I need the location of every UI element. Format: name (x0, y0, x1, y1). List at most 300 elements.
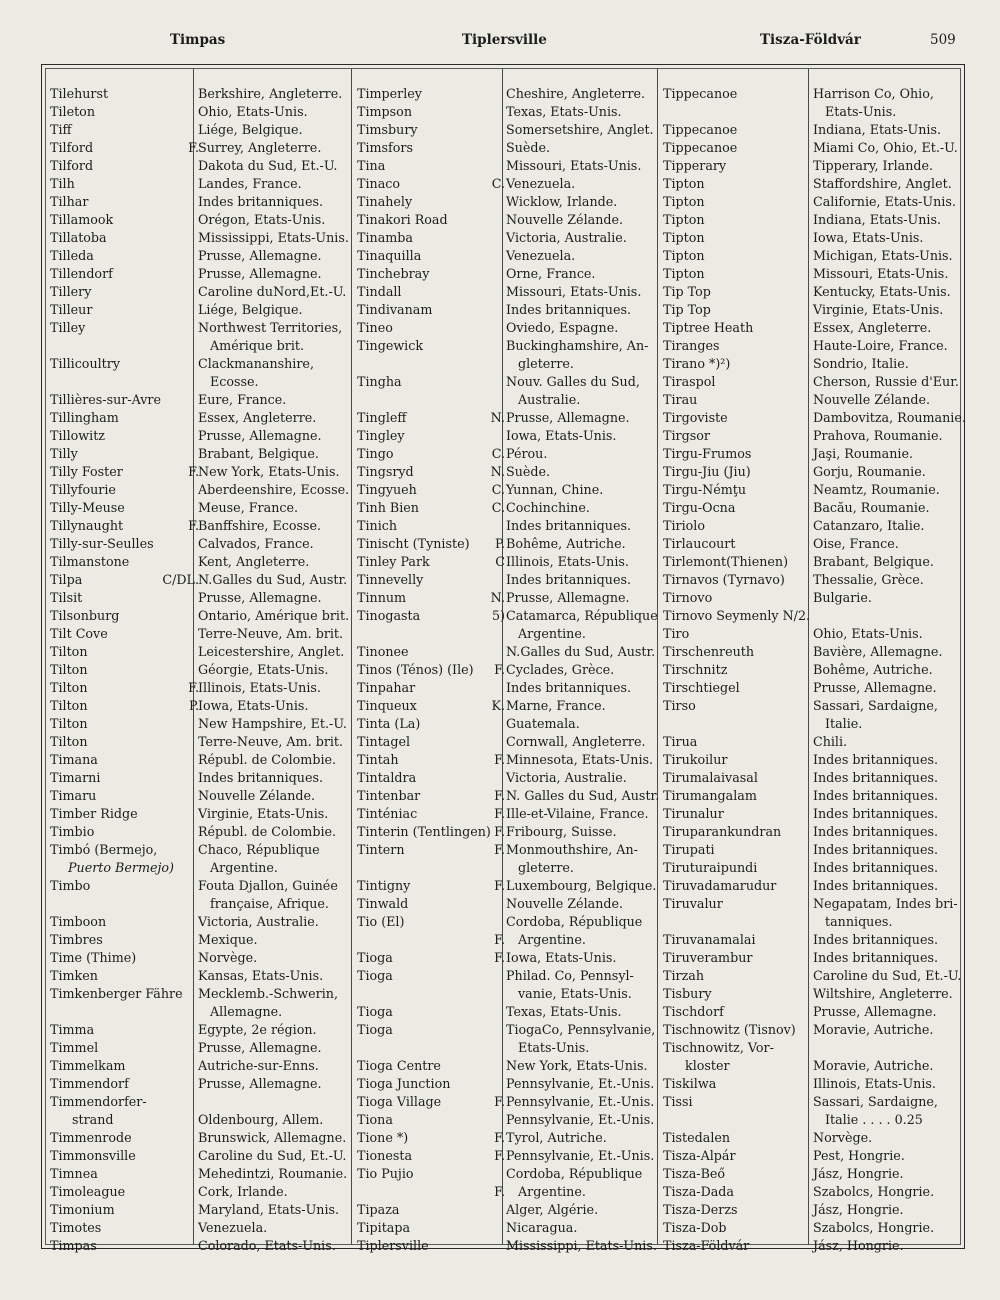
entry-code: F. (494, 1148, 505, 1163)
entry-name: Tirgu-Némţu (663, 482, 747, 497)
entry-name: Tiriolo (663, 518, 705, 533)
entry-name: Tiruparankundran (663, 824, 782, 839)
entry-location-continued: gleterre. (518, 356, 574, 371)
entry-location: Indes britanniques. (506, 518, 632, 533)
entry-name: Timnea (50, 1166, 98, 1181)
entry-location: Venezuela. (198, 1220, 268, 1235)
entry-name: Tio (El) (357, 914, 405, 929)
entry-location: Guatemala. (506, 716, 580, 731)
entry-name: Tirgu-Ocna (663, 500, 736, 515)
entry-name: Tingley (357, 428, 405, 443)
entry-name: Tinley Park (357, 554, 430, 569)
entry-location: Miami Co, Ohio, Et.-U. (813, 140, 958, 155)
entry-name: Timbio (50, 824, 95, 839)
entry-location: Norvège. (198, 950, 258, 965)
entry-name: Tilton (50, 680, 88, 695)
entry-code: F. (188, 464, 199, 479)
entry-code: F. (188, 680, 199, 695)
entry-location: Jász, Hongrie. (813, 1238, 904, 1253)
entry-name: Timmenrode (50, 1130, 132, 1145)
page-number: 509 (930, 32, 956, 48)
entry-location: Moravie, Autriche. (813, 1058, 934, 1073)
entry-code: F. (494, 932, 505, 947)
entry-name: Tingyueh (357, 482, 417, 497)
entry-name: Tisbury (663, 986, 712, 1001)
entry-location: Terre-Neuve, Am. brit. (198, 734, 344, 749)
entry-location: Szabolcs, Hongrie. (813, 1220, 935, 1235)
entry-location: Prusse, Allemagne. (198, 266, 322, 281)
entry-name: Tiruvanamalai (663, 932, 756, 947)
entry-name: Tilehurst (50, 86, 109, 101)
entry-code: F. (494, 824, 505, 839)
entry-name: Tipton (663, 230, 705, 245)
entry-location: Moravie, Autriche. (813, 1022, 934, 1037)
entry-location: Indes britanniques. (506, 572, 632, 587)
entry-name: Timmendorfer- (50, 1094, 147, 1109)
entry-location-continued: tanniques. (825, 914, 893, 929)
entry-location: Bulgarie. (813, 590, 872, 605)
entry-name: Tirgu-Frumos (663, 446, 752, 461)
entry-location: Eure, France. (198, 392, 287, 407)
entry-name: Tilly-sur-Seulles (50, 536, 154, 551)
entry-location: Texas, Etats-Unis. (506, 1004, 622, 1019)
entry-location: Pérou. (506, 446, 548, 461)
entry-name: Tiskilwa (663, 1076, 717, 1091)
entry-location: Victoria, Australie. (198, 914, 319, 929)
entry-location: Pennsylvanie, Et.-Unis. (506, 1076, 655, 1091)
entry-location: Philad. Co, Pennsyl- (506, 968, 634, 983)
entry-location: Mississippi, Etats-Unis. (506, 1238, 657, 1253)
entry-name: Tisza-Alpár (663, 1148, 736, 1163)
entry-location: Prusse, Allemagne. (198, 428, 322, 443)
entry-name: Timpas (50, 1238, 97, 1253)
entry-name: Tiplersville (357, 1238, 429, 1253)
entry-code: C. (491, 500, 505, 515)
entry-location: Jaşi, Roumanie. (813, 446, 914, 461)
entry-location-continued: Etats-Unis. (518, 1040, 590, 1055)
entry-name: Tirzah (663, 968, 705, 983)
entry-name: Tingleff (357, 410, 407, 425)
entry-name: Tilton (50, 662, 88, 677)
entry-name: Tilton (50, 698, 88, 713)
entry-code: C. (491, 482, 505, 497)
entry-location: Républ. de Colombie. (198, 824, 337, 839)
entry-name: Time (Thime) (50, 950, 137, 965)
entry-name-continued: Puerto Bermejo) (68, 860, 175, 875)
entry-name: Tinamba (357, 230, 413, 245)
entry-location: Iowa, Etats-Unis. (198, 698, 309, 713)
entry-name: Tiptree Heath (663, 320, 754, 335)
entry-name: Tione *) (357, 1130, 409, 1145)
entry-name: Tistedalen (663, 1130, 731, 1145)
entry-location: Prusse, Allemagne. (813, 680, 937, 695)
entry-name: Tirgsor (663, 428, 710, 443)
entry-location: Somersetshire, Anglet. (506, 122, 654, 137)
entry-location: Indes britanniques. (813, 770, 939, 785)
entry-location: Bohême, Autriche. (506, 536, 626, 551)
entry-location: Sassari, Sardaigne, (813, 1094, 938, 1109)
entry-location: Indes britanniques. (813, 788, 939, 803)
entry-name: Tilford (50, 140, 94, 155)
entry-location: Negapatam, Indes bri- (813, 896, 958, 911)
entry-location: Venezuela. (506, 176, 576, 191)
entry-name: Tipton (663, 212, 705, 227)
entry-location: Chili. (813, 734, 848, 749)
entry-name: Tintagel (357, 734, 411, 749)
entry-location: Yunnan, Chine. (506, 482, 604, 497)
entry-location: Illinois, Etats-Unis. (198, 680, 321, 695)
entry-location: Prusse, Allemagne. (506, 410, 630, 425)
entry-location: Cochinchine. (506, 500, 590, 515)
entry-name: Tirunalur (663, 806, 724, 821)
entry-name: Tioga (357, 1022, 393, 1037)
header-right-word: Tisza-Földvár (760, 32, 861, 48)
entry-location: Indes britanniques. (506, 302, 632, 317)
entry-location: Cordoba, République (506, 1166, 643, 1181)
entry-code: N. (490, 410, 505, 425)
entry-name: Tirnavos (Tyrnavo) (663, 572, 785, 587)
entry-name: Tintenbar (357, 788, 421, 803)
entry-name: Tilton (50, 734, 88, 749)
entry-location: Nouvelle Zélande. (198, 788, 316, 803)
entry-code: F. (494, 1184, 505, 1199)
entry-location: Prusse, Allemagne. (198, 1076, 322, 1091)
entry-name: Tirukoilur (663, 752, 728, 767)
entry-location: Tyrol, Autriche. (506, 1130, 607, 1145)
entry-name: Tillowitz (50, 428, 105, 443)
entry-name: Tileton (50, 104, 95, 119)
entry-name: Timoleague (50, 1184, 126, 1199)
entry-location: Prusse, Allemagne. (198, 590, 322, 605)
entry-name: Tipperary (663, 158, 727, 173)
entry-name: Tippecanoe (663, 122, 738, 137)
entry-name: Tirumalaivasal (663, 770, 758, 785)
entry-location: Bacău, Roumanie. (813, 500, 930, 515)
entry-name: Tiro (663, 626, 690, 641)
entry-name: Tilton (50, 716, 88, 731)
entry-name: Tip Top (663, 284, 711, 299)
entry-name: Tilly Foster (50, 464, 123, 479)
entry-name: Tilton (50, 644, 88, 659)
entry-name: Tillendorf (50, 266, 113, 281)
entry-name: Tionesta (357, 1148, 413, 1163)
entry-name: Timarni (50, 770, 101, 785)
entry-name: Tindall (357, 284, 402, 299)
entry-name: Timbo (50, 878, 91, 893)
entry-name: Tingha (357, 374, 402, 389)
entry-location: Indes britanniques. (813, 932, 939, 947)
entry-location: Wicklow, Irlande. (506, 194, 618, 209)
entry-code: N. (490, 590, 505, 605)
entry-location: Liége, Belgique. (198, 122, 303, 137)
entry-name: Tirnovo (663, 590, 713, 605)
entry-location: Berkshire, Angleterre. (198, 86, 343, 101)
entry-location: Norvège. (813, 1130, 873, 1145)
entry-location: Pest, Hongrie. (813, 1148, 905, 1163)
entry-code: C (495, 554, 505, 569)
entry-name: Tioga Centre (357, 1058, 441, 1073)
entry-name: Timmendorf (50, 1076, 129, 1091)
entry-location: Autriche-sur-Enns. (198, 1058, 319, 1073)
entry-name: Tilsonburg (50, 608, 120, 623)
entry-name: Tiruvadamarudur (663, 878, 777, 893)
entry-location: Dambovitza, Roumanie. (813, 410, 966, 425)
entry-location: Indes britanniques. (813, 878, 939, 893)
entry-name: Tipton (663, 176, 705, 191)
entry-code: F. (188, 140, 199, 155)
entry-name: Timken (50, 968, 98, 983)
entry-name: Timpson (357, 104, 412, 119)
entry-name: Tilt Cove (50, 626, 108, 641)
entry-location: Gorju, Roumanie. (813, 464, 926, 479)
entry-location: Indes britanniques. (506, 680, 632, 695)
entry-location: N. Galles du Sud, Austr. (506, 788, 660, 803)
entry-name: Timotes (50, 1220, 102, 1235)
entry-location: Dakota du Sud, Et.-U. (198, 158, 338, 173)
entry-location: Indes britanniques. (813, 860, 939, 875)
entry-name: Tioga (357, 950, 393, 965)
column-rule (351, 68, 352, 1245)
entry-name: Timbó (Bermejo, (50, 842, 158, 857)
entry-name: Timmelkam (50, 1058, 126, 1073)
entry-name: Tiff (50, 122, 72, 137)
entry-location-continued: Etats-Unis. (825, 104, 897, 119)
entry-name: Tindivanam (357, 302, 433, 317)
entry-location: Maryland, Etats-Unis. (198, 1202, 340, 1217)
entry-location: Szabolcs, Hongrie. (813, 1184, 935, 1199)
entry-location: Virginie, Etats-Unis. (198, 806, 329, 821)
entry-location: Nouvelle Zélande. (813, 392, 931, 407)
entry-location: Mecklemb.-Schwerin, (198, 986, 338, 1001)
entry-name: Tioga (357, 968, 393, 983)
entry-name: Tingo (357, 446, 394, 461)
entry-location: Ohio, Etats-Unis. (813, 626, 923, 641)
entry-name: Tinpahar (357, 680, 416, 695)
entry-code: F. (188, 518, 199, 533)
entry-name: Tillicoultry (50, 356, 120, 371)
entry-name: Timonium (50, 1202, 115, 1217)
entry-name: Tinahely (357, 194, 413, 209)
entry-name: Tiranges (663, 338, 720, 353)
entry-name: Tillamook (50, 212, 114, 227)
entry-name: Tippecanoe (663, 140, 738, 155)
entry-location: Oise, France. (813, 536, 899, 551)
entry-location: Catamarca, République (506, 608, 658, 623)
entry-name: Tisza-Beő (663, 1166, 726, 1181)
entry-location: Kent, Angleterre. (198, 554, 310, 569)
entry-name: Tioga (357, 1004, 393, 1019)
entry-name: Tineo (357, 320, 393, 335)
entry-location-continued: vanie, Etats-Unis. (518, 986, 632, 1001)
entry-name: kloster (685, 1058, 730, 1073)
entry-location: Républ. de Colombie. (198, 752, 337, 767)
entry-name: Tinnum (357, 590, 407, 605)
entry-name: Tirupati (663, 842, 715, 857)
entry-name: Tinich (357, 518, 398, 533)
entry-name: Tirschtiegel (663, 680, 740, 695)
entry-location: Géorgie, Etats-Unis. (198, 662, 329, 677)
entry-location: New York, Etats-Unis. (506, 1058, 648, 1073)
entry-location: Californie, Etats-Unis. (813, 194, 956, 209)
entry-name: Tischdorf (663, 1004, 724, 1019)
entry-location: Indes britanniques. (813, 842, 939, 857)
entry-location: Ille-et-Vilaine, France. (506, 806, 649, 821)
entry-name: Tirano *)²) (663, 356, 731, 371)
entry-name: Tirau (663, 392, 698, 407)
entry-location: Illinois, Etats-Unis. (506, 554, 629, 569)
entry-code: C/DL. (162, 572, 199, 587)
entry-location-continued: Argentine. (518, 1184, 586, 1199)
entry-name: Tippecanoe (663, 86, 738, 101)
entry-code: N. (490, 464, 505, 479)
entry-name: Tintaldra (357, 770, 417, 785)
column-rule (808, 68, 809, 1245)
entry-name: Tirnovo Seymenly N/2. (663, 608, 811, 623)
entry-location-continued: Allemagne. (210, 1004, 283, 1019)
entry-location: Monmouthshire, An- (506, 842, 638, 857)
entry-location: Prusse, Allemagne. (813, 1004, 937, 1019)
entry-location: Nouvelle Zélande. (506, 896, 624, 911)
entry-code: F. (494, 878, 505, 893)
entry-name: Tillingham (50, 410, 119, 425)
entry-location: Pennsylvanie, Et.-Unis. (506, 1094, 655, 1109)
entry-name: Tiruverambur (663, 950, 753, 965)
entry-name: Tilsit (50, 590, 83, 605)
entry-name: Timana (50, 752, 98, 767)
entry-code: C. (491, 446, 505, 461)
entry-location: Oviedo, Espagne. (506, 320, 619, 335)
entry-location: Brabant, Belgique. (813, 554, 934, 569)
entry-location: Jász, Hongrie. (813, 1166, 904, 1181)
entry-name: Tinchebray (357, 266, 430, 281)
entry-name: Tisza-Dada (663, 1184, 734, 1199)
entry-name: Tilleur (50, 302, 93, 317)
entry-name: Tirlaucourt (663, 536, 736, 551)
entry-name: Tissi (663, 1094, 693, 1109)
entry-location: Venezuela. (506, 248, 576, 263)
entry-name: Tirschnitz (663, 662, 728, 677)
entry-location: Meuse, France. (198, 500, 299, 515)
entry-location: Prusse, Allemagne. (198, 248, 322, 263)
entry-location: Wiltshire, Angleterre. (813, 986, 953, 1001)
entry-name: Tinwald (357, 896, 409, 911)
entry-location: N.Galles du Sud, Austr. (198, 572, 348, 587)
entry-name: Tinqueux (357, 698, 417, 713)
entry-name: Tingewick (357, 338, 424, 353)
entry-name: Tirua (663, 734, 698, 749)
entry-location: Indes britanniques. (198, 194, 324, 209)
entry-name: Tillières-sur-Avre (50, 392, 161, 407)
entry-location: Minnesota, Etats-Unis. (506, 752, 654, 767)
entry-location: Mehedintzi, Roumanie. (198, 1166, 348, 1181)
entry-location: Indes britanniques. (813, 824, 939, 839)
entry-location: Michigan, Etats-Unis. (813, 248, 953, 263)
entry-location-continued: Italie . . . . 0.25 (825, 1112, 923, 1127)
entry-name: Tinta (La) (357, 716, 421, 731)
entry-name: Tiona (357, 1112, 393, 1127)
entry-location: Iowa, Etats-Unis. (506, 950, 617, 965)
header-left-word: Timpas (170, 32, 226, 48)
entry-location: Indiana, Etats-Unis. (813, 212, 942, 227)
entry-name: Tip Top (663, 302, 711, 317)
entry-location: Orégon, Etats-Unis. (198, 212, 326, 227)
entry-name: Tinaquilla (357, 248, 422, 263)
entry-location: Ontario, Amérique brit. (198, 608, 350, 623)
entry-location: Iowa, Etats-Unis. (813, 230, 924, 245)
entry-location: Prusse, Allemagne. (198, 1040, 322, 1055)
entry-name: Tirumangalam (663, 788, 757, 803)
entry-location: Nicaragua. (506, 1220, 578, 1235)
entry-name: Tilford (50, 158, 94, 173)
entry-location: Kansas, Etats-Unis. (198, 968, 324, 983)
entry-location: Luxembourg, Belgique. (506, 878, 657, 893)
entry-location: N.Galles du Sud, Austr. (506, 644, 656, 659)
entry-location: Cornwall, Angleterre. (506, 734, 646, 749)
entry-name: Tinh Bien (357, 500, 419, 515)
entry-name: Tiraspol (663, 374, 716, 389)
entry-location: Alger, Algérie. (506, 1202, 599, 1217)
entry-name: Tingsryd (357, 464, 414, 479)
entry-name: Timaru (50, 788, 97, 803)
entry-location: Cherson, Russie d'Eur. (813, 374, 959, 389)
entry-location: Thessalie, Grèce. (813, 572, 924, 587)
entry-name: Timsfors (357, 140, 413, 155)
entry-name: Tilleda (50, 248, 94, 263)
entry-name: Tinogasta (357, 608, 421, 623)
entry-location: Nouv. Galles du Sud, (506, 374, 640, 389)
entry-location: Caroline du Sud, Et.-U. (813, 968, 962, 983)
entry-location: Essex, Angleterre. (198, 410, 317, 425)
entry-name: Tillynaught (50, 518, 124, 533)
entry-code: F. (494, 1094, 505, 1109)
entry-code: F. (494, 752, 505, 767)
entry-location: Colorado, Etats-Unis. (198, 1238, 336, 1253)
entry-name: Tilly (50, 446, 78, 461)
entry-location: Iowa, Etats-Unis. (506, 428, 617, 443)
entry-location: Orne, France. (506, 266, 596, 281)
entry-name: Tipton (663, 266, 705, 281)
entry-location: Leicestershire, Anglet. (198, 644, 345, 659)
entry-name: Tipitapa (357, 1220, 411, 1235)
entry-location: Pennsylvanie, Et.-Unis. (506, 1148, 655, 1163)
entry-code: F. (494, 842, 505, 857)
entry-location: Fribourg, Suisse. (506, 824, 617, 839)
entry-location-continued: Argentine. (518, 626, 586, 641)
entry-location: Liége, Belgique. (198, 302, 303, 317)
entry-location: Illinois, Etats-Unis. (813, 1076, 936, 1091)
entry-location: Tipperary, Irlande. (813, 158, 934, 173)
entry-location: Prusse, Allemagne. (506, 590, 630, 605)
entry-name: Tinterin (Tentlingen) (357, 824, 491, 839)
entry-name: Tipaza (357, 1202, 400, 1217)
entry-name: Tirgoviste (663, 410, 728, 425)
entry-code: F. (494, 1130, 505, 1145)
entry-name: Tirgu-Jiu (Jiu) (663, 464, 751, 479)
entry-name: Tinnevelly (357, 572, 424, 587)
entry-location: Victoria, Australie. (506, 770, 627, 785)
entry-name: Tisza-Dob (663, 1220, 727, 1235)
entry-name: Timkenberger Fähre (50, 986, 183, 1001)
entry-name: Timsbury (357, 122, 418, 137)
entry-location: Mexique. (198, 932, 258, 947)
entry-name: Tinischt (Tyniste) (357, 536, 470, 551)
entry-location: Brabant, Belgique. (198, 446, 319, 461)
column-rule (193, 68, 194, 1245)
entry-location: Indes britanniques. (813, 950, 939, 965)
entry-name: Tischnowitz (Tisnov) (663, 1022, 796, 1037)
entry-location: Essex, Angleterre. (813, 320, 932, 335)
entry-location: Indiana, Etats-Unis. (813, 122, 942, 137)
